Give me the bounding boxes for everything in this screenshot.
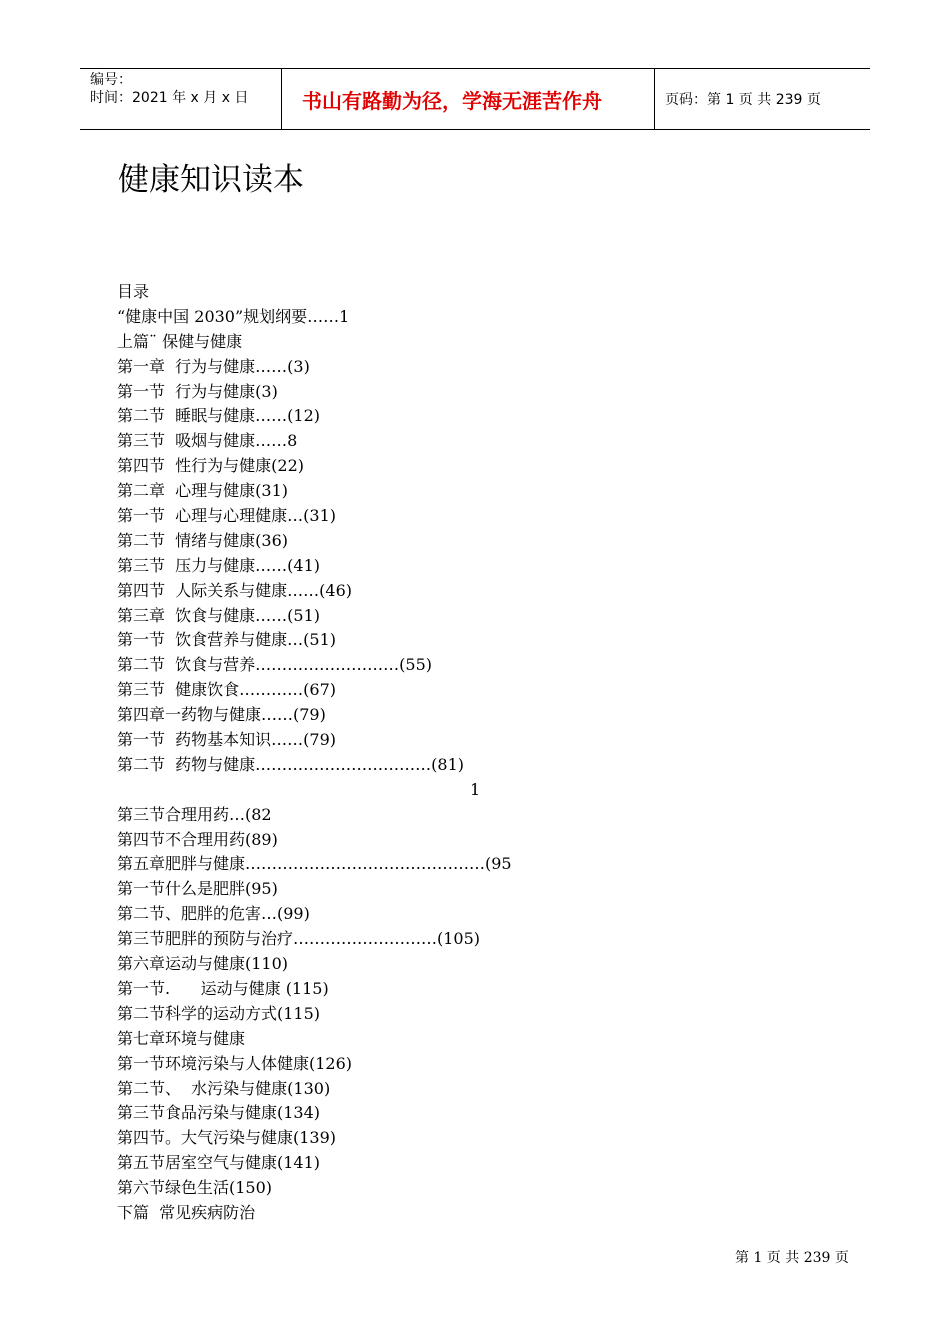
inline-page-number: 1 <box>470 779 481 799</box>
toc-entry: 第六节绿色生活(150) <box>117 1178 273 1198</box>
page-header <box>80 68 870 130</box>
toc-entry: 第一节 药物基本知识……(79) <box>117 730 337 750</box>
toc-entry: 第三节合理用药…(82 <box>117 804 272 824</box>
toc-entry: 第七章环境与健康 <box>117 1028 246 1048</box>
toc-entry: 上篇¨ 保健与健康 <box>117 331 243 351</box>
toc-entry: 第三节肥胖的预防与治疗………………………(105) <box>117 929 481 949</box>
toc-entry: 第二节科学的运动方式(115) <box>117 1003 321 1023</box>
toc-entry: 第三章 饮食与健康……(51) <box>117 605 321 625</box>
toc-entry: 第六章运动与健康(110) <box>117 954 289 974</box>
toc-entry: 第四节 人际关系与健康……(46) <box>117 580 353 600</box>
time-label: 时间：2021 年 x 月 x 日 <box>90 90 249 106</box>
toc-entry: 第一节. 运动与健康 (115) <box>117 978 329 998</box>
header-motto: 书山有路勤为径，学海无涯苦作舟 <box>281 69 655 129</box>
toc-entry: 第一节什么是肥胖(95) <box>117 879 278 899</box>
toc-entry: 第二节、肥胖的危害…(99) <box>117 904 310 924</box>
page-footer: 第 1 页 共 239 页 <box>735 1250 849 1266</box>
toc-entry: 第三节 吸烟与健康……8 <box>117 431 298 451</box>
toc-entry: 第五节居室空气与健康(141) <box>117 1153 321 1173</box>
toc-entry: 第三节食品污染与健康(134) <box>117 1103 321 1123</box>
toc-entry: 第二节 药物与健康……………………………(81) <box>117 754 465 774</box>
toc-entry: 第一节 心理与心理健康…(31) <box>117 506 337 526</box>
toc-entry: 第二节、 水污染与健康(130) <box>117 1078 331 1098</box>
toc-entry: 第四节 性行为与健康(22) <box>117 456 305 476</box>
table-of-contents <box>117 280 857 1226</box>
toc-entry: 第四章一药物与健康……(79) <box>117 705 326 725</box>
toc-entry: 第四节不合理用药(89) <box>117 829 278 849</box>
toc-entry: “健康中国 2030”规划纲要……1 <box>117 306 350 326</box>
toc-entry: 第五章肥胖与健康………………………………………(95 <box>117 854 512 874</box>
toc-entry: 第一节 行为与健康(3) <box>117 381 278 401</box>
toc-heading: 目录 <box>117 282 150 301</box>
header-page-label: 页码：第 1 页 共 239 页 <box>665 92 821 108</box>
toc-entry: 第四节。大气污染与健康(139) <box>117 1128 337 1148</box>
toc-entry: 下篇 常见疾病防治 <box>117 1202 256 1222</box>
header-meta <box>80 69 281 129</box>
number-label: 编号： <box>90 72 132 88</box>
toc-entry: 第二章 心理与健康(31) <box>117 481 289 501</box>
toc-entry: 第二节 饮食与营养………………………(55) <box>117 655 433 675</box>
toc-entry: 第二节 情绪与健康(36) <box>117 530 289 550</box>
toc-entry: 第一章 行为与健康……(3) <box>117 356 310 376</box>
document-title: 健康知识读本 <box>118 162 304 198</box>
toc-entry: 第三节 健康饮食…………(67) <box>117 680 337 700</box>
toc-entry: 第二节 睡眠与健康……(12) <box>117 406 321 426</box>
toc-entry: 第一节 饮食营养与健康…(51) <box>117 630 337 650</box>
toc-entry: 第三节 压力与健康……(41) <box>117 555 321 575</box>
toc-entry: 第一节环境污染与人体健康(126) <box>117 1053 353 1073</box>
